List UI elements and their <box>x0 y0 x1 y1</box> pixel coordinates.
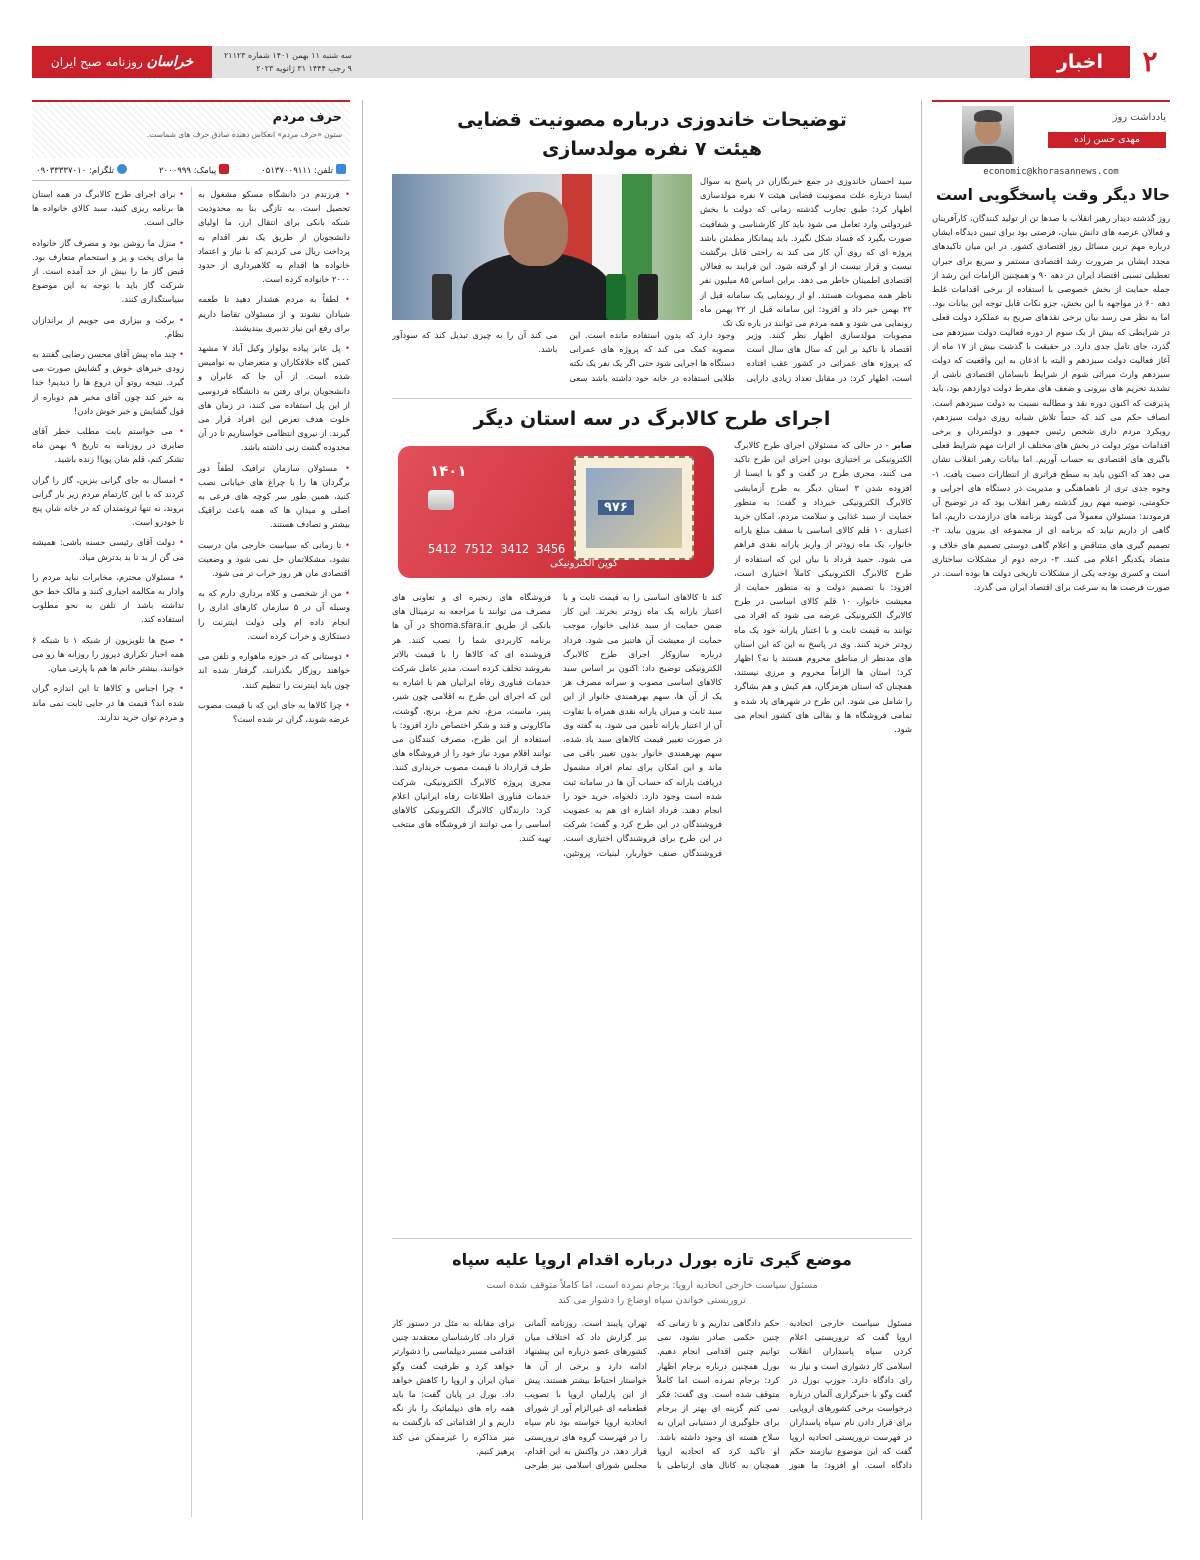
story1-body: مصوبات مولدسازی اظهار نظر کنند. وزیر اقتصاد با تاکید بر این که سال های سال است که پروژه های عمرانی در کشور عقب افتاده است، اظهار کرد: در مقابل تعداد زیادی دارایی وجود دارد که بدون استفاده مانده است. این مصوبه کمک می کند که پروژه های عمرانی دستگاه ها اجرایی شود حتی اگر یک نفر یک نکته طلایی استفاده در خانه خود داشته باشد سعی می کند آن را به چیزی تبدیل کند که سودآور باشد. <box>392 330 912 383</box>
issue-date <box>224 49 352 75</box>
list-item: • صبح ها تلویزیون از شبکه ۱ تا شبکه ۶ همه اخبار تکراری دیروز را روزانه ها رو می خوانند، بیشتر خانم ها هم با پارتی میان. <box>32 633 184 676</box>
page-header <box>32 46 1170 78</box>
story3-deck-line2: تروریستی خواندن سپاه اوضاع را دشوار می کند <box>558 1295 746 1306</box>
date-line-1: سه شنبه ۱۱ بهمن ۱۴۰۱ شماره ۲۱۱۲۳ <box>224 51 352 60</box>
story1-title-line2: هیئت ۷ نفره مولدسازی <box>541 138 763 160</box>
phone-icon <box>336 164 346 174</box>
story-divider <box>392 1238 912 1239</box>
column-divider <box>921 100 922 1520</box>
harf-mardom-column <box>32 100 350 1520</box>
story3-title: موضع گیری تازه بورل درباره اقدام اروپا علیه سپاه <box>452 1250 852 1269</box>
date-line-2: ۹ رجب ۱۴۴۴ ۳۱ ژانویه ۲۰۲۳ <box>256 64 352 73</box>
newspaper-logo[interactable] <box>32 46 212 78</box>
story2-lede-label: صابر <box>892 440 912 450</box>
telegram-icon <box>117 164 127 174</box>
list-item: • من از شخصی و کلاه برداری دارم که به وسیله آن در ۵ سازمان کارهای اداری را انجام داده ام ولی دولت اینترنت را دستکاری و خراب کرده است. <box>198 586 350 643</box>
list-item: • امسال به جای گرانی بنزین، گاز را گران کردند که با این کارتمام مردم زیر بار گرانی بروند، نه تنها ثروتمندان که در خانه شان پنج تا خودرو است. <box>32 473 184 530</box>
author-name: مهدی حسن زاده <box>1048 132 1166 148</box>
harf-mardom-subtitle: ستون «حرف مردم» انعکاس دهنده صادق حرف های شماست. <box>146 130 342 139</box>
sms-contact[interactable] <box>159 164 229 176</box>
paper-coupon <box>574 456 694 560</box>
list-item: • لطفاً به مردم هشدار دهید تا طعمه شیادان نشوند و از مسئولان تقاضا داریم برای رفع این نیاز تدبیری بیندیشند. <box>198 292 350 335</box>
harf-mardom-header <box>32 100 350 158</box>
card-chip-icon <box>428 490 454 510</box>
harf-mardom-title: حرف مردم <box>272 110 342 125</box>
story-divider <box>392 398 912 399</box>
card-label: کوپن الکترونیکی <box>550 558 618 569</box>
daily-note-column <box>932 100 1170 1520</box>
column-divider <box>362 100 363 1520</box>
phone-contact[interactable] <box>261 164 346 176</box>
electronic-coupon-card <box>398 446 714 578</box>
logo-tagline: روزنامه صبح ایران <box>50 55 143 69</box>
contact-bar <box>32 160 350 181</box>
list-item: • چند ماه پیش آقای محسن رضایی گفتند به زودی خبرهای خوش و گشایش صورت می گیرد. نتیجه روتو آن دروغ ها را دیدیم! خدا به خیر کند چون آقای مخبر هم دوباره از قول گشایش و خبر خوش دادن! <box>32 347 184 418</box>
phone-label: تلفن: <box>314 166 333 176</box>
card-year: ۱۴۰۱ <box>430 462 467 480</box>
sms-label: پیامک: <box>193 166 217 176</box>
author-email[interactable]: economic@khorasannews.com <box>983 167 1119 177</box>
note-kicker: یادداشت روز <box>1112 112 1166 123</box>
author-photo <box>962 106 1014 164</box>
story1-title <box>392 106 912 164</box>
note-title: حالا دیگر وقت پاسخگویی است <box>936 186 1170 204</box>
list-item: • تا زمانی که سیاست خارجی مان درست نشود، مشکلاتمان حل نمی شود و وضعیت اقتصادی مان هر روز خراب تر می شود. <box>198 538 350 581</box>
card-number: 5412 7512 3412 3456 <box>428 542 566 556</box>
news-column <box>392 100 912 1520</box>
list-item: • مسئولان محترم، مخابرات نباید مردم را وادار به مکالمه اجباری کنند و مالک خط حق تداشته باشد از تلفن به نحو مطلوب استفاده کند. <box>32 570 184 627</box>
story2-body: کند تا کالاهای اساسی را به قیمت ثابت و با اعتبار یارانه یک ماه زودتر بخرند. این کار ضمن حمایت از سبد غذایی خانوار، موجب حمایت از معیشت آن هاتنیز می شود. فرداد درباره سازوکار اجرای طرح کالابرگ الکترونیکی توضیح داد: اکنون بر اساس سبد کالاهای اساسی مصوب و سرانه مصرف هر یک از آن ها، سهم بهرهمندی خانوار از این سبد ثابت و میزان یارانه نقدی همراه با تفاوت آن از اعتبار یارانه تأمین می شود. به گفته وی در صورت تغییر قیمت کالاهای سبد یاد شده، سهم بهرهمندی خانوار بدون تغییر باقی می ماند و این امکان برای تمام افراد مشمول دریافت یارانه که حساب آن ها در سامانه ثبت شده است وجود دارد. دلخواه، خرید خود را انجام دهند. فرداد اشاره ای هم به عضویت فروشندگان در این طرح کرد و گفت: شرکت در این طرح برای فروشندگان اختیاری است. فروشندگان صنف خواربار، لبنیات، پروتئین، فروشگاه های زنجیره ای و تعاونی های مصرف می توانند با مراجعه به ترمینال های بانکی از طریق shoma.sfara.ir در آن ها برنامه کاربردی شما را نصب کنند. هر فروشنده ای که کالاها را با قیمت بالاتر بفروشد تخلف کرده است. مدیر عامل شرکت خدمات فناوری رفاه ایرانیان هم با اشاره به این که اجرای این طرح به اقلامی چون شیر، پنیر، ماست، مرغ، تخم مرغ، برنج، گوشت، ماکارونی و قند و شکر اختصاص دارد افزود: با استفاده از این طرح، مصرف کنندگان می توانند اقلام مورد نیاز خود را از فروشگاه های طرف قرارداد با قیمت مصوب خریداری کنند. مجری پروژه کالابرگ الکترونیکی، شرکت خدمات فناوری اطلاعات رفاه ایرانیان اعلام کرد: دارندگان کالابرگ الکترونیکی کالاهای اساسی را می توانند از فروشگاه های منتخب تهیه کنند. <box>392 592 722 858</box>
telegram-contact[interactable] <box>36 164 127 176</box>
list-item: • مسئولان سازمان ترافیک لطفاً دور برگردان ها را با چراغ های خیابانی نصب کنید، همین طور سر کوچه های فرعی به اصلی و میدان ها که همه باعث ترافیک بیشتر و تصادف هستند. <box>198 461 350 532</box>
section-label[interactable]: اخبار <box>1030 46 1130 78</box>
harf-mardom-messages <box>32 187 350 1517</box>
story3-deck-line1: مسئول سیاست خارجی اتحادیه اروپا: برجام نمرده است، اما کاملاً متوقف شده است <box>486 1280 818 1291</box>
minister-photo <box>392 174 692 320</box>
logo-name: خراسان <box>146 54 194 70</box>
list-item: • می خواستم بابت مطلب خطر آقای صابری در روزنامه به تاریخ ۹ بهمن ماه تشکر کنم، قلم شان پویا! زنده باشید. <box>32 424 184 467</box>
list-item: • برای اجرای طرح کالابرگ در همه استان ها برنامه ریزی کنید، سبد کالای خانواده ها خالی است. <box>32 187 184 230</box>
story2-lede: صابر - در حالی که مسئولان اجرای طرح کالابرگ الکترونیکی بر اختیاری بودن اجرای این طرح تاکید می کنند، مجری طرح در گفت و گو با ایسنا از افزوده شدن ۳ استان دیگر به طرح آزمایشی کالابرگ الکترونیکی خبرداد و گفت: به منظور حمایت از سبد غذایی و سلامت مردم، امکان خرید اعتباری ۱۰ قلم کالای اساسی با سقف مبلغ یارانه خانوار، یک ماه زودتر از واریز یارانه نقدی فراهم می شود. حمید فرداد با بیان این که استفاده از طرح کالابرگ الکترونیکی کاملاً اختیاری است، افزود: با تصمیم دولت و به منظور حمایت از معیشت خانوار، ۱۰ قلم کالای اساسی در طرح کالابرگ الکترونیکی عرضه می شود که افراد می توانند به قیمت ثابت و با اعتبار یارانه خود یک ماه زودتر خرید کنند. وی در پاسخ به این که این استان های مدنظر از مناطق محروم هستند یا نه؟ اظهار کرد: استان ها الزاماً محروم و مرزی نیستند، همچنان که استان هرمزگان، هم کیش و هم بشاگرد را شامل می شود. این طرح در شهرهای یاد شده و تمامی فروشگاه ها و بقالی های کشور انجام می شود. <box>734 440 912 735</box>
story2-title: اجرای طرح کالابرگ در سه استان دیگر <box>473 408 831 430</box>
list-item: • پل عابر پیاده بولوار وکیل آباد ۷ مشهد کمین گاه خلافکاران و متعرضان به نوامیس شده است. از آن جا که عابران و دانشجویان برای رفتن به دانشگاه فردوسی از این پل استفاده می کنند، در زمان های خلوت هدف تعرض این افراد قرار می گیرند. از نیروی انتظامی خواستاریم تا در آن محدوده گشت زنی داشته باشد. <box>198 341 350 455</box>
story1-hero <box>392 174 912 329</box>
story3-deck <box>400 1278 904 1308</box>
story1-lede: سید احسان خاندوزی در جمع خبرنگاران در پاسخ به سوال ایسنا درباره علت مصونیت قضایی هیئت ۷ نفره مولدسازی اظهار کرد: طبق تجارب گذشته زمانی که دولت با بخش غیردولتی وارد تعامل می شود باید کار کارشناسی و شفافیت صورت بگیرد که فساد شکل نگیرد. باید پیمانکار مطمئن باشد پروژه ای که روی آن کار می کند به راحتی قابل برگشت نیست و قرار نیست از او گرفته شود. این فرایند به فعالان اقتصادی اطمینان خاطر می دهد. براین اساس ۸۵ میلیون نفر ناظر همه مصوبات هستند. او از رونمایی یک سامانه قبل از ۲۲ بهمن خبر داد و افزود: این سامانه قبل از ۲۲ بهمن ماه رونمایی می شود و همه مردم می توانند در باره تک تک <box>700 176 912 329</box>
telegram-number: ۰۹۰۳۳۳۳۷۰۱۰ <box>36 166 87 176</box>
phone-number: ۰۵۱۳۷۰۰۹۱۱۱ <box>261 166 312 176</box>
story3-body: مسئول سیاست خارجی اتحادیه اروپا گفت که تروریستی اعلام کردن سپاه پاسداران انقلاب اسلامی کار دشواری است و نیاز به رای دادگاه دارد. جوزپ بورل در گفت وگو با خبرگزاری آلمان درباره درخواست برخی کشورهای اروپایی برای قرار دادن نام سپاه پاسداران در فهرست تروریستی اتحادیه اروپا گفت که این موضوع نیازمند حکم دادگاه است. او افزود: ما هنوز حکم دادگاهی نداریم و تا زمانی که چنین حکمی صادر نشود، نمی توانیم چنین اقدامی انجام دهیم. بورل همچنین درباره برجام اظهار کرد: برجام نمرده است اما کاملاً متوقف شده است. وی گفت: فکر نمی کنم گزینه ای بهتر از برجام برای جلوگیری از دستیابی ایران به سلاح هسته ای وجود داشته باشد. او تاکید کرد که اتحادیه اروپا همچنان به کانال های ارتباطی با تهران پایبند است. روزنامه آلمانی نیز گزارش داد که اختلاف میان کشورهای عضو درباره این پیشنهاد ادامه دارد و برخی از آن ها خواستار احتیاط بیشتر هستند. پیش از این پارلمان اروپا با تصویب قطعنامه ای غیرالزام آور از شورای اتحادیه اروپا خواسته بود نام سپاه را در فهرست گروه های تروریستی قرار دهد. در واکنش به این اقدام، مجلس شورای اسلامی نیز طرحی برای مقابله به مثل در دستور کار قرار داد. کارشناسان معتقدند چنین اقدامی مسیر دیپلماسی را دشوارتر خواهد کرد و ظرفیت گفت وگو میان ایران و اروپا را کاهش خواهد داد. بورل در پایان گفت: ما باید همه راه های دیپلماتیک را باز نگه داریم و از اقداماتی که بازگشت به میز مذاکره را غیرممکن می کند پرهیز کنیم. <box>392 1318 912 1471</box>
sms-icon <box>219 164 229 174</box>
story2 <box>392 438 912 1228</box>
list-item: • چرا اجناس و کالاها تا این اندازه گران شده اند؟ قیمت ها در جایی ثابت نمی ماند و مردم توان خرید ندارند. <box>32 681 184 724</box>
list-item: • فرزندم در دانشگاه مسکو مشغول به تحصیل است. به تازگی بنا به محدودیت شبکه بانکی برای انتقال ارز، ما اولیای دانشجویان از طریق یک نفر اقدام به پرداخت ریال می کردیم که با نیاز و اعتماد خانواده ها اقدام به کلاهبرداری از حدود ۲۰۰۰ خانواده کرده است. <box>198 187 350 286</box>
sms-number: ۲۰۰۰۹۹۹ <box>159 166 191 176</box>
story2-lede-text: در حالی که مسئولان اجرای طرح کالابرگ الکترونیکی بر اختیاری بودن اجرای این طرح تاکید می کنند، مجری طرح در گفت و گو با ایسنا از افزوده شدن ۳ استان دیگر به طرح آزمایشی کالابرگ الکترونیکی خبرداد و گفت: به منظور حمایت از سبد غذایی و سلامت مردم، امکان خرید اعتباری ۱۰ قلم کالای اساسی با سقف مبلغ یارانه خانوار، یک ماه زودتر از واریز یارانه نقدی فراهم می شود. حمید فرداد با بیان این که استفاده از طرح کالابرگ الکترونیکی کاملاً اختیاری است، افزود: با تصمیم دولت و به منظور حمایت از معیشت خانوار، ۱۰ قلم کالای اساسی در طرح کالابرگ الکترونیکی عرضه می شود که افراد می توانند به قیمت ثابت و با اعتبار یارانه خود یک ماه زودتر خرید کنند. وی در پاسخ به این که این استان های مدنظر از مناطق محروم هستند یا نه؟ اظهار کرد: استان ها الزاماً محروم و مرزی نیستند، همچنان که استان هرمزگان، هم کیش و هم بشاگرد را شامل می شود. این طرح در شهرهای یاد شده و تمامی فروشگاه ها و بقالی های کشور انجام می شود. <box>734 440 912 735</box>
page-number: ۲ <box>1142 45 1158 78</box>
list-item: • دوستانی که در حوزه ماهواره و تلفن می خواهند روزگار بگذرانند، گرفتار شده اند چون باید اینترنت را تنظیم کنند. <box>198 649 350 692</box>
list-item: • منزل ما روشن بود و مصرف گاز خانواده ما برای پخت و پز و استحمام متعارف بود. قبض گاز ما را بیش از حد آمده است. از شرکت گاز باید با توجه به این موضوع سیاستگذاری کنند. <box>32 236 184 307</box>
list-item: • برکت و بیزاری می جوییم از براندازان نظام. <box>32 313 184 341</box>
story1-title-line1: توضیحات خاندوزی درباره مصونیت قضایی <box>457 109 847 131</box>
telegram-label: تلگرام: <box>88 166 115 176</box>
note-header <box>932 100 1170 164</box>
note-body: روز گذشته دیدار رهبر انقلاب با صدها تن از تولید کنندگان، کارآفرینان و فعالان عرصه های دانش بنیان، فرصتی بود برای تبیین دیدگاه ایشان درباره مهم ترین مسائل روز اقتصادی کشور. در این میان تاکیدهای مجدد ایشان بر ضرورت رشد اقتصادی مستمر و سریع برای جبران تعطیلی نسبی اقتصاد ایران در دهه ۹۰ و همچنین الزامات این رشد از جمله حمایت از بخش خصوصی با استفاده از برخی اقدامات غلط دهه ۶۰ در مواجهه با این بخش، جزو نکات قابل توجه این بیانات بود. اما به نظر می رسد بیان برخی نقدهای صریح به عملکرد دولت فعلی در شرایطی که بیش از یک سوم از دوره فعالیت دولت سیزدهم می گذرد، جای تامل جدی دارد. در حقیقت با گذشت بیش از ۱۷ ماه از آغاز فعالیت دولت سیزدهم و البته با اذعان به این واقعیت که دولت سیزدهم وارث میراثی شوم از شرایط نابسامان اقتصادی ناشی از تشدید تحریم های بیرونی و ضعف های مفرط دولت دوازدهم بود، باید پذیرفت که اکنون دوره نقد و مطالبه نسبت به دولت سیزدهم است. انصاف حکم می کند که حتماً تلاش شبانه روزی دولت سیزدهم، رویکرد مردم داری شخص رئیس جمهور و دولتمردان و برخی اقدامات موثر دولت در بخش های مختلف از اثرات مهم شرایط فعلی باگیری های اقتصادی به حساب آوریم. اما بیانات رهبر انقلاب نشان می دهد که اکنون باید به سطح فراتری از انتظارات دست یافت. ۱- وجوه جدی تری از ناهماهنگی و مدیریت در دستگاه های اجرایی و حکومتی، توصیه مهم روز گذشته رهبر انقلاب بود که در توضیح آن فرمودند: مسئولان معمولاً می گویند برنامه های درازمدت داریم، اما گاهی از داریم نیاید که برنامه ای از مجموعه ای بیرون بیاید. ۲- تصمیم گیری های متناقض و اعلام گاهی دوستی تصمیم های خلاف و متضاد یکدیگر اعلام می کنند. ۳- درجه دوم از مشکلات ساختاری است و کسری بودجه یکی از مشکلات تاریخی دولت ها بوده است. در صورت فرصت ها به سرعت برای اقتصاد ایران می گذرد. <box>932 213 1170 593</box>
coupon-card-image <box>392 438 722 586</box>
header-bar <box>212 46 1030 78</box>
coupon-code: ۹۷۶ <box>598 500 634 515</box>
list-item: • دولت آقای رئیسی حسنه باشی: همیشه می گن از بد تا بد بدترش میاد. <box>32 535 184 563</box>
story3 <box>392 1245 912 1520</box>
list-item: • چرا کالاها به جای این که با قیمت مصوب عرضه شوند، گران تر شده است؟ <box>198 698 350 726</box>
